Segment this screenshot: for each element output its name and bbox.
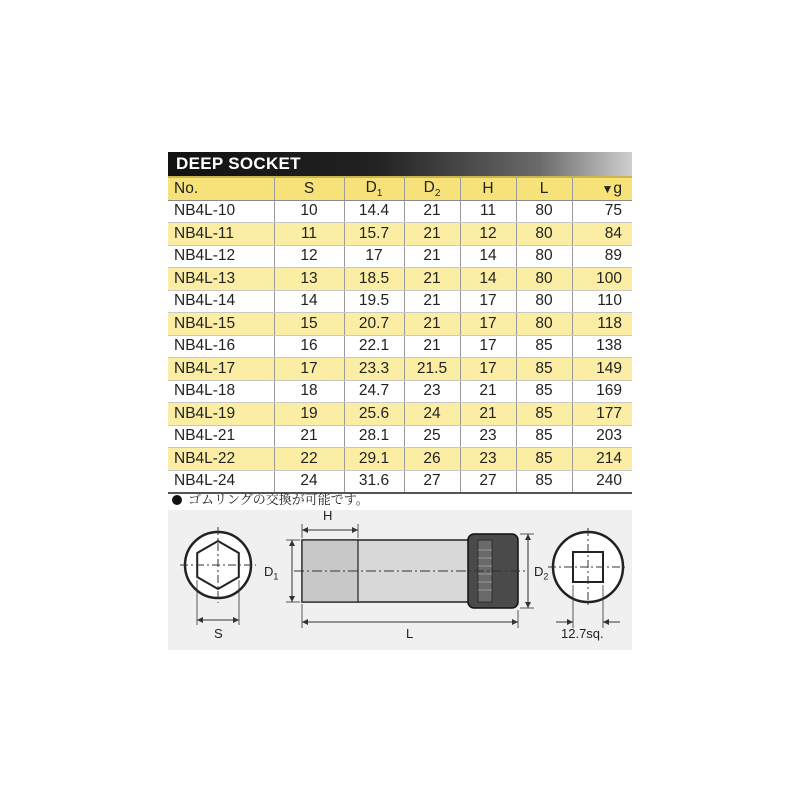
note-line bbox=[172, 489, 369, 508]
col-header-no: No. bbox=[168, 178, 274, 200]
table-cell: 17 bbox=[460, 290, 516, 313]
table-cell: 23 bbox=[460, 448, 516, 471]
table-row bbox=[168, 313, 632, 336]
col-header-l: L bbox=[516, 178, 572, 200]
socket-side-view bbox=[286, 524, 534, 628]
table-cell: 24 bbox=[404, 403, 460, 426]
table-cell: 31.6 bbox=[344, 470, 404, 493]
table-cell: 21 bbox=[404, 268, 460, 291]
table-row bbox=[168, 403, 632, 426]
label-square-drive: 12.7sq. bbox=[561, 626, 604, 641]
table-cell: 16 bbox=[274, 335, 344, 358]
table-cell: 100 bbox=[572, 268, 632, 291]
bullet-icon bbox=[172, 495, 182, 505]
table-cell: 85 bbox=[516, 335, 572, 358]
table-cell: 85 bbox=[516, 425, 572, 448]
table-cell: 21.5 bbox=[404, 358, 460, 381]
table-cell: 23 bbox=[404, 380, 460, 403]
table-row bbox=[168, 268, 632, 291]
label-d1: $D_1$ bbox=[264, 564, 279, 582]
table-cell: 23.3 bbox=[344, 358, 404, 381]
table-title-bar bbox=[168, 152, 632, 178]
table-row bbox=[168, 335, 632, 358]
table-cell: 12 bbox=[274, 245, 344, 268]
table-row bbox=[168, 245, 632, 268]
table-cell: 17 bbox=[274, 358, 344, 381]
table-cell: 22 bbox=[274, 448, 344, 471]
table-cell: 24.7 bbox=[344, 380, 404, 403]
table-cell: 75 bbox=[572, 200, 632, 223]
table-row bbox=[168, 380, 632, 403]
table-cell: 14.4 bbox=[344, 200, 404, 223]
table-cell: 25 bbox=[404, 425, 460, 448]
weight-triangle-icon: ▼ bbox=[601, 181, 614, 196]
table-cell: 25.6 bbox=[344, 403, 404, 426]
table-cell: 11 bbox=[460, 200, 516, 223]
table-cell: NB4L-24 bbox=[168, 470, 274, 493]
table-cell: 15.7 bbox=[344, 223, 404, 246]
table-cell: 21 bbox=[404, 290, 460, 313]
table-cell: 85 bbox=[516, 380, 572, 403]
table-cell: 240 bbox=[572, 470, 632, 493]
table-cell: 13 bbox=[274, 268, 344, 291]
col-header-d2: $D_2$ bbox=[404, 178, 460, 200]
table-row bbox=[168, 425, 632, 448]
table-body bbox=[168, 200, 632, 493]
table-cell: 10 bbox=[274, 200, 344, 223]
spec-table bbox=[168, 178, 632, 494]
note-text: ゴムリングの交換が可能です。 bbox=[188, 493, 369, 508]
table-cell: 18.5 bbox=[344, 268, 404, 291]
table-cell: NB4L-16 bbox=[168, 335, 274, 358]
table-cell: 203 bbox=[572, 425, 632, 448]
label-d1-sub: 1 bbox=[273, 571, 279, 582]
table-cell: 21 bbox=[404, 245, 460, 268]
table-cell: 85 bbox=[516, 470, 572, 493]
table-cell: 14 bbox=[460, 245, 516, 268]
table-cell: NB4L-18 bbox=[168, 380, 274, 403]
dimension-diagram bbox=[168, 510, 632, 650]
table-cell: 17 bbox=[344, 245, 404, 268]
table-cell: 84 bbox=[572, 223, 632, 246]
table-cell: 12 bbox=[460, 223, 516, 246]
table-cell: 85 bbox=[516, 403, 572, 426]
table-cell: 19 bbox=[274, 403, 344, 426]
col-header-weight: ▼g bbox=[572, 178, 632, 200]
table-cell: NB4L-22 bbox=[168, 448, 274, 471]
label-s: S bbox=[214, 626, 223, 641]
col-header-d1: $D_1$ bbox=[344, 178, 404, 200]
table-title: DEEP SOCKET bbox=[176, 154, 301, 173]
table-cell: 85 bbox=[516, 358, 572, 381]
table-row bbox=[168, 290, 632, 313]
table-cell: NB4L-14 bbox=[168, 290, 274, 313]
table-cell: 21 bbox=[274, 425, 344, 448]
table-cell: 19.5 bbox=[344, 290, 404, 313]
table-cell: 26 bbox=[404, 448, 460, 471]
table-cell: 23 bbox=[460, 425, 516, 448]
table-cell: 18 bbox=[274, 380, 344, 403]
table-cell: 21 bbox=[404, 335, 460, 358]
table-cell: 21 bbox=[460, 380, 516, 403]
col-header-s: S bbox=[274, 178, 344, 200]
table-cell: 80 bbox=[516, 200, 572, 223]
table-cell: 80 bbox=[516, 313, 572, 336]
table-cell: 80 bbox=[516, 268, 572, 291]
table-cell: 20.7 bbox=[344, 313, 404, 336]
table-cell: 28.1 bbox=[344, 425, 404, 448]
table-cell: 21 bbox=[460, 403, 516, 426]
label-l: L bbox=[406, 626, 414, 641]
table-cell: 89 bbox=[572, 245, 632, 268]
table-cell: 27 bbox=[404, 470, 460, 493]
table-cell: 17 bbox=[460, 313, 516, 336]
table-cell: NB4L-12 bbox=[168, 245, 274, 268]
table-row bbox=[168, 448, 632, 471]
table-cell: 15 bbox=[274, 313, 344, 336]
table-row bbox=[168, 223, 632, 246]
table-row bbox=[168, 358, 632, 381]
table-cell: 14 bbox=[274, 290, 344, 313]
table-cell: 149 bbox=[572, 358, 632, 381]
label-d2: $D_2$ bbox=[534, 564, 549, 582]
square-end-view bbox=[548, 528, 628, 628]
table-cell: 177 bbox=[572, 403, 632, 426]
table-cell: 21 bbox=[404, 223, 460, 246]
col-header-h: H bbox=[460, 178, 516, 200]
table-cell: 11 bbox=[274, 223, 344, 246]
sub-1: 1 bbox=[376, 187, 383, 199]
table-cell: NB4L-11 bbox=[168, 223, 274, 246]
table-cell: 14 bbox=[460, 268, 516, 291]
table-cell: 21 bbox=[404, 200, 460, 223]
table-cell: 27 bbox=[460, 470, 516, 493]
table-cell: NB4L-21 bbox=[168, 425, 274, 448]
table-cell: 24 bbox=[274, 470, 344, 493]
table-cell: 29.1 bbox=[344, 448, 404, 471]
table-cell: NB4L-10 bbox=[168, 200, 274, 223]
table-cell: 22.1 bbox=[344, 335, 404, 358]
table-cell: 80 bbox=[516, 223, 572, 246]
table-cell: NB4L-15 bbox=[168, 313, 274, 336]
table-cell: 118 bbox=[572, 313, 632, 336]
label-d2-sub: 2 bbox=[543, 571, 549, 582]
sub-2: 2 bbox=[434, 187, 441, 199]
table-cell: 80 bbox=[516, 290, 572, 313]
table-cell: 85 bbox=[516, 448, 572, 471]
table-cell: 214 bbox=[572, 448, 632, 471]
table-cell: 21 bbox=[404, 313, 460, 336]
table-cell: 80 bbox=[516, 245, 572, 268]
hex-end-view bbox=[180, 527, 256, 625]
table-header-row bbox=[168, 178, 632, 200]
table-cell: 138 bbox=[572, 335, 632, 358]
table-cell: 110 bbox=[572, 290, 632, 313]
table-cell: 17 bbox=[460, 335, 516, 358]
table-cell: NB4L-17 bbox=[168, 358, 274, 381]
table-cell: 169 bbox=[572, 380, 632, 403]
table-cell: NB4L-13 bbox=[168, 268, 274, 291]
table-cell: 17 bbox=[460, 358, 516, 381]
label-h: H bbox=[323, 508, 333, 523]
table-cell: NB4L-19 bbox=[168, 403, 274, 426]
table-row bbox=[168, 200, 632, 223]
